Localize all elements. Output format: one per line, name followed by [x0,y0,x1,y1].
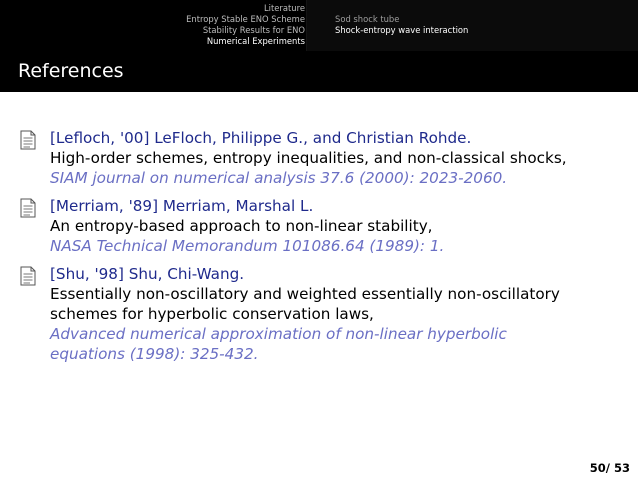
nav-section-literature[interactable]: Literature [263,3,305,13]
nav-section-numerical-experiments[interactable]: Numerical Experiments [206,36,305,46]
reference-text [50,128,620,188]
reference-journal: SIAM journal on numerical analysis 37.6 (2000): 2023-2060. [50,169,508,187]
reference-journal: Advanced numerical approximation of non-linear hyperbolic [50,325,507,343]
reference-title: High-order schemes, entropy inequalities, and non-classical shocks, [50,149,567,167]
reference-item [20,264,620,364]
reference-list [20,128,620,372]
reference-head: [Lefloch, '00] LeFloch, Philippe G., and Christian Rohde. [50,129,472,147]
reference-title: An entropy-based approach to non-linear stability, [50,217,433,235]
reference-title: schemes for hyperbolic conservation laws, [50,305,374,323]
document-icon [20,198,36,218]
reference-text [50,264,620,364]
reference-item [20,128,620,188]
reference-text [50,196,620,256]
nav-section-entropy-stable-eno[interactable]: Entropy Stable ENO Scheme [186,14,305,24]
reference-journal: NASA Technical Memorandum 101086.64 (1989): 1. [50,237,445,255]
nav-section-stability-results[interactable]: Stability Results for ENO [202,25,305,35]
subsection-navigation [307,0,638,51]
section-navigation [0,0,307,51]
nav-subsection-shock-entropy[interactable]: Shock-entropy wave interaction [335,25,469,35]
document-icon [20,266,36,286]
page-title: References [18,60,124,82]
reference-head: [Merriam, '89] Merriam, Marshal L. [50,197,314,215]
header-navigation [0,0,638,51]
nav-subsection-sod-shock-tube[interactable]: Sod shock tube [335,14,400,24]
page-number: 50/ 53 [589,461,630,475]
reference-item [20,196,620,256]
reference-journal: equations (1998): 325-432. [50,345,259,363]
reference-title: Essentially non-oscillatory and weighted essentially non-oscillatory [50,285,560,303]
document-icon [20,130,36,150]
reference-head: [Shu, '98] Shu, Chi-Wang. [50,265,245,283]
